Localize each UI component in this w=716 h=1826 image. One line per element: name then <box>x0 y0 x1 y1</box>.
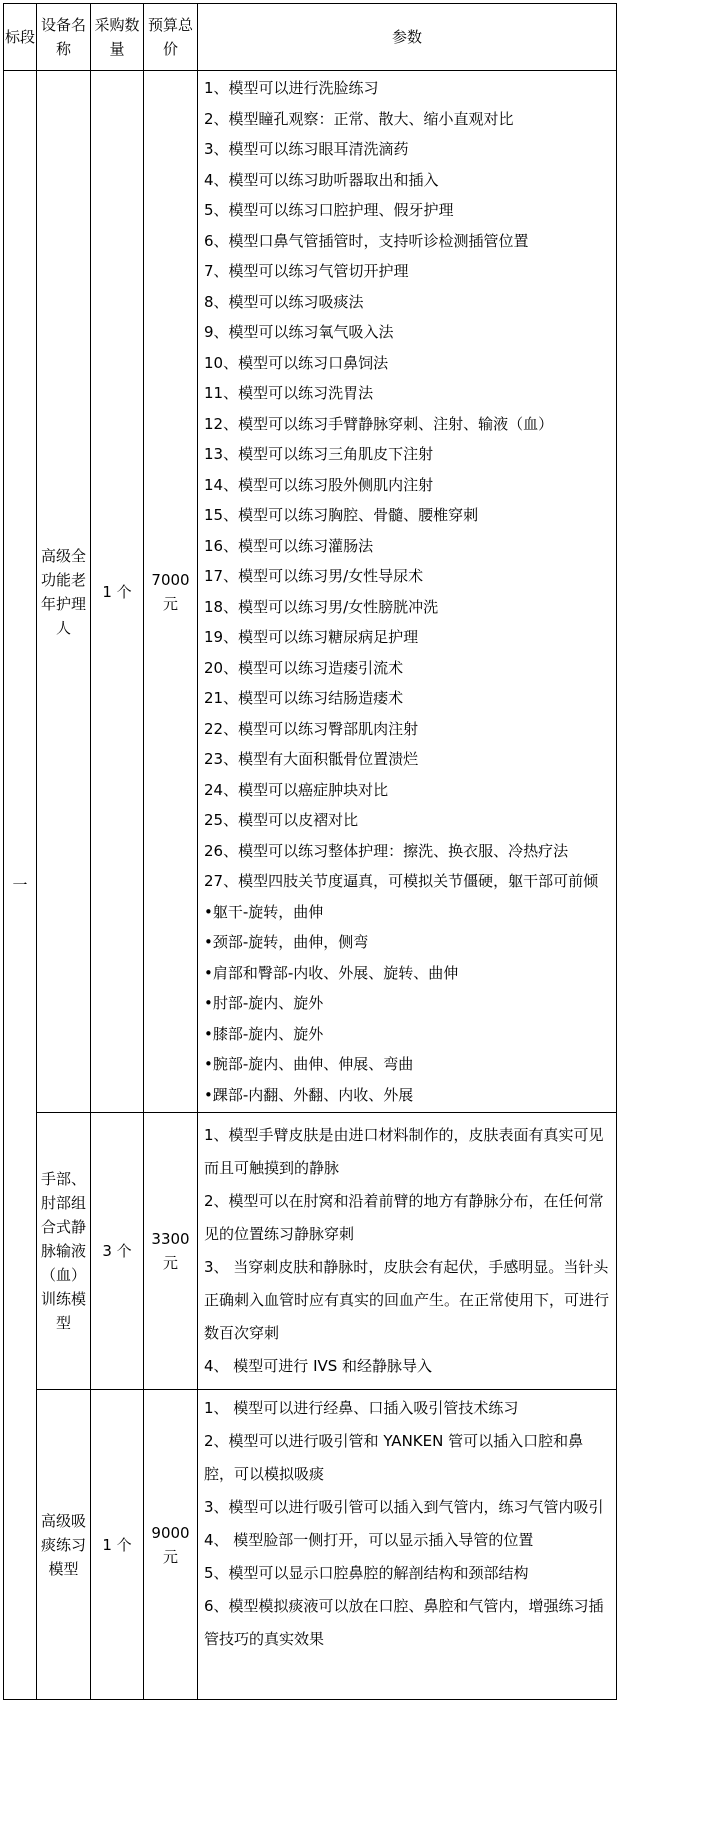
param-bullet: •肩部和臀部-内收、外展、旋转、曲伸 <box>204 963 459 982</box>
params-cell <box>198 1113 617 1390</box>
section-cell: 一 <box>4 71 37 1700</box>
param-line: 11、模型可以练习洗胃法 <box>204 384 374 402</box>
budget-cell: 7000元 <box>144 71 198 1113</box>
device-name-cell: 高级吸痰练习模型 <box>37 1390 91 1700</box>
param-line: 2、模型可以在肘窝和沿着前臂的地方有静脉分布，在任何常见的位置练习静脉穿刺 <box>204 1192 604 1243</box>
param-line: 2、模型瞳孔观察：正常、散大、缩小直观对比 <box>204 109 514 128</box>
param-line: 1、模型手臂皮肤是由进口材料制作的，皮肤表面有真实可见而且可触摸到的静脉 <box>204 1126 604 1177</box>
table-row <box>4 1113 617 1390</box>
param-line: 16、模型可以练习灌肠法 <box>204 536 374 555</box>
param-line: 1、模型可以进行洗脸练习 <box>204 79 379 97</box>
param-line: 20、模型可以练习造瘘引流术 <box>204 658 404 677</box>
param-line: 4、 模型脸部一侧打开，可以显示插入导管的位置 <box>204 1531 534 1549</box>
param-line: 1、 模型可以进行经鼻、口插入吸引管技术练习 <box>204 1399 519 1417</box>
param-line: 4、模型可以练习助听器取出和插入 <box>204 170 439 189</box>
param-line: 18、模型可以练习男/女性膀胱冲洗 <box>204 597 439 616</box>
param-line: 21、模型可以练习结肠造瘘术 <box>204 689 404 707</box>
param-line: 24、模型可以癌症肿块对比 <box>204 780 389 799</box>
param-line: 25、模型可以皮褶对比 <box>204 811 359 829</box>
param-bullet: •颈部-旋转，曲伸，侧弯 <box>204 933 369 951</box>
device-name-cell: 手部、肘部组合式静脉输液（血）训练模型 <box>37 1113 91 1390</box>
table-row <box>4 1390 617 1700</box>
param-line: 15、模型可以练习胸腔、骨髓、腰椎穿刺 <box>204 506 479 524</box>
procurement-table <box>3 3 617 1700</box>
device-name-cell: 高级全功能老年护理人 <box>37 71 91 1113</box>
param-line: 12、模型可以练习手臂静脉穿刺、注射、输液（血） <box>204 414 554 433</box>
quantity-cell: 1 个 <box>91 71 144 1113</box>
param-line: 17、模型可以练习男/女性导尿术 <box>204 567 424 585</box>
param-line: 19、模型可以练习糖尿病足护理 <box>204 628 419 646</box>
param-bullet: •肘部-旋内、旋外 <box>204 994 324 1012</box>
table-row <box>4 71 617 1113</box>
param-line: 27、模型四肢关节度逼真，可模拟关节僵硬，躯干部可前倾 <box>204 872 599 890</box>
param-line: 8、模型可以练习吸痰法 <box>204 292 364 311</box>
budget-cell: 9000元 <box>144 1390 198 1700</box>
param-line: 13、模型可以练习三角肌皮下注射 <box>204 445 434 463</box>
param-bullet: •躯干-旋转，曲伸 <box>204 902 324 921</box>
param-bullet: •腕部-旋内、曲伸、伸展、弯曲 <box>204 1055 414 1073</box>
param-bullet: •踝部-内翻、外翻、内收、外展 <box>204 1085 414 1104</box>
param-line: 9、模型可以练习氧气吸入法 <box>204 323 394 341</box>
param-line: 5、模型可以练习口腔护理、假牙护理 <box>204 201 454 219</box>
header-budget: 预算总价 <box>144 4 198 71</box>
params-cell <box>198 1390 617 1700</box>
header-device-name: 设备名称 <box>37 4 91 71</box>
param-line: 10、模型可以练习口鼻饲法 <box>204 353 389 372</box>
param-line: 22、模型可以练习臀部肌肉注射 <box>204 719 419 738</box>
param-line: 23、模型有大面积骶骨位置溃烂 <box>204 750 419 768</box>
param-line: 7、模型可以练习气管切开护理 <box>204 262 409 280</box>
param-line: 6、模型模拟痰液可以放在口腔、鼻腔和气管内，增强练习插管技巧的真实效果 <box>204 1597 604 1648</box>
header-quantity: 采购数量 <box>91 4 144 71</box>
param-line: 14、模型可以练习股外侧肌内注射 <box>204 475 434 494</box>
params-cell <box>198 71 617 1113</box>
budget-cell: 3300元 <box>144 1113 198 1390</box>
param-line: 3、 当穿刺皮肤和静脉时，皮肤会有起伏，手感明显。当针头正确刺入血管时应有真实的回血产生。在正常使用下，可进行数百次穿刺 <box>204 1258 610 1342</box>
param-line: 4、 模型可进行 IVS 和经静脉导入 <box>204 1357 433 1375</box>
param-line: 3、模型可以进行吸引管可以插入到气管内，练习气管内吸引 <box>204 1498 604 1516</box>
header-section: 标段 <box>4 4 37 71</box>
param-line: 5、模型可以显示口腔鼻腔的解剖结构和颈部结构 <box>204 1564 529 1582</box>
param-line: 26、模型可以练习整体护理：擦洗、换衣服、冷热疗法 <box>204 841 569 860</box>
param-line: 3、模型可以练习眼耳清洗滴药 <box>204 140 409 158</box>
param-line: 2、模型可以进行吸引管和 YANKEN 管可以插入口腔和鼻腔，可以模拟吸痰 <box>204 1432 584 1483</box>
quantity-cell: 3 个 <box>91 1113 144 1390</box>
quantity-cell: 1 个 <box>91 1390 144 1700</box>
param-line: 6、模型口鼻气管插管时，支持听诊检测插管位置 <box>204 231 529 250</box>
header-params: 参数 <box>198 4 617 71</box>
param-bullet: •膝部-旋内、旋外 <box>204 1024 324 1043</box>
header-row <box>4 4 617 71</box>
